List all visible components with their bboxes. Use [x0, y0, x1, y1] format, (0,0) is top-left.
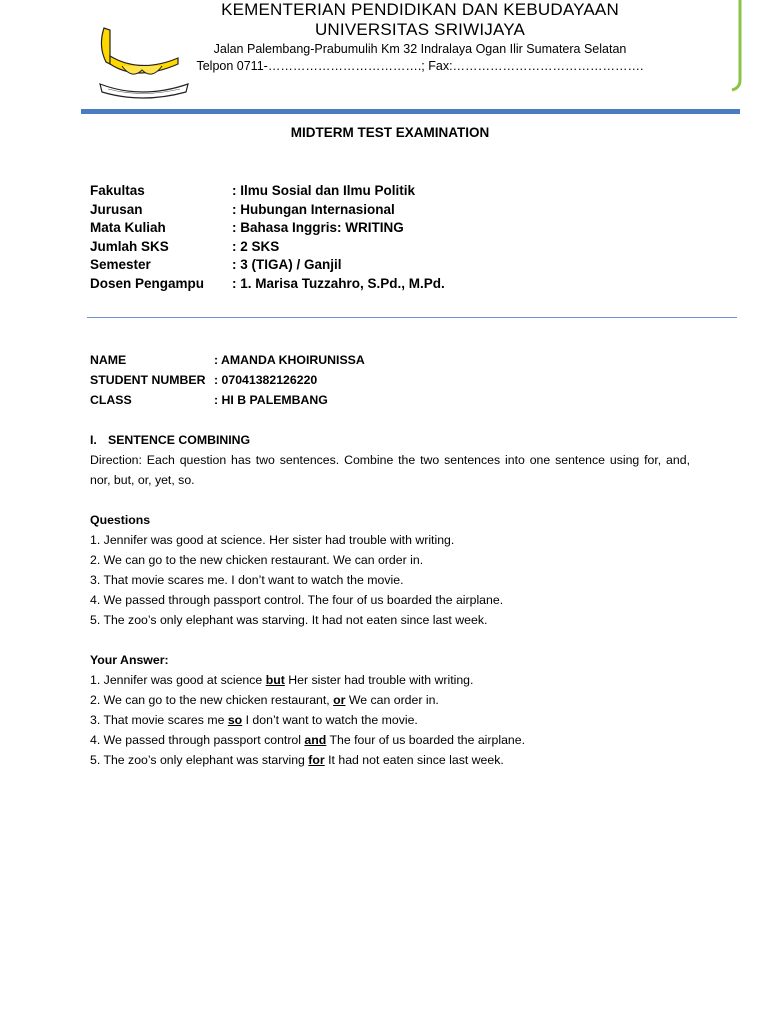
student-label: CLASS	[90, 393, 132, 407]
answer-item	[90, 690, 690, 710]
answer-text: The four of us boarded the airplane.	[326, 733, 526, 747]
student-value: : HI B PALEMBANG	[214, 393, 328, 407]
ministry-name: KEMENTERIAN PENDIDIKAN DAN KEBUDAYAAN	[221, 0, 619, 19]
question-item: 4. We passed through passport control. The four of us boarded the airplane.	[90, 593, 504, 607]
question-item: 5. The zoo’s only elephant was starving. It had not eaten since last week.	[90, 613, 488, 627]
answer-text: Her sister had trouble with writing.	[284, 673, 474, 687]
info-value: : Ilmu Sosial dan Ilmu Politik	[232, 183, 416, 198]
answer-conjunction: and	[304, 733, 327, 747]
section-heading	[90, 430, 690, 450]
student-value: : 07041382126220	[214, 373, 318, 387]
university-address: Jalan Palembang-Prabumulih Km 32 Indralaya Ogan Ilir Sumatera Selatan	[213, 42, 627, 56]
info-label: Fakultas	[90, 183, 145, 198]
answer-text: 2. We can go to the new chicken restaurant,	[90, 693, 334, 707]
answer-text: I don’t want to watch the movie.	[242, 713, 418, 727]
university-contact: Telpon 0711-……………………………….; Fax:……………………………………….	[196, 59, 644, 73]
section-title: SENTENCE COMBINING	[108, 433, 251, 447]
question-item: 3. That movie scares me. I don’t want to watch the movie.	[90, 573, 404, 587]
question-item: 2. We can go to the new chicken restaurant. We can order in.	[90, 553, 424, 567]
answers-heading: Your Answer:	[90, 653, 169, 667]
section-divider	[87, 317, 737, 318]
answer-item	[90, 750, 690, 770]
answer-item	[90, 710, 690, 730]
info-label: Mata Kuliah	[90, 220, 166, 236]
info-label: Jumlah SKS	[90, 238, 169, 254]
answer-conjunction: or	[333, 693, 346, 707]
student-label: STUDENT NUMBER	[90, 373, 206, 387]
info-value: : 2 SKS	[232, 238, 280, 254]
university-name: UNIVERSITAS SRIWIJAYA	[314, 20, 526, 39]
answer-text: 4. We passed through passport control	[90, 733, 305, 747]
info-value: : Bahasa Inggris: WRITING	[232, 220, 404, 236]
answer-conjunction: for	[308, 753, 325, 767]
answer-text: 5. The zoo’s only elephant was starving	[90, 753, 309, 767]
answer-text: 3. That movie scares me	[90, 713, 228, 727]
answer-text: It had not eaten since last week.	[324, 753, 504, 767]
section-number: I.	[90, 433, 97, 447]
answer-text: 1. Jennifer was good at science	[90, 673, 266, 687]
questions-heading: Questions	[90, 513, 151, 527]
info-value: : 3 (TIGA) / Ganjil	[232, 257, 342, 273]
corner-decoration	[728, 0, 748, 92]
info-label: Semester	[90, 257, 151, 273]
section-direction: Direction: Each question has two sentences. Combine the two sentences into one sentence using for, and, nor, but, or, yet, so.	[90, 453, 690, 487]
answer-conjunction: so	[227, 713, 243, 727]
answer-item	[90, 670, 690, 690]
student-label: NAME	[90, 353, 127, 367]
letterhead-divider	[81, 109, 740, 114]
answer-conjunction: but	[265, 673, 285, 687]
exam-body	[90, 430, 690, 770]
info-label: Jurusan	[90, 201, 143, 217]
answer-item	[90, 730, 690, 750]
exam-title: MIDTERM TEST EXAMINATION	[290, 125, 490, 140]
answer-text: We can order in.	[345, 693, 439, 707]
info-value: : Hubungan Internasional	[232, 201, 395, 217]
question-item: 1. Jennifer was good at science. Her sister had trouble with writing.	[90, 533, 455, 547]
student-value: : AMANDA KHOIRUNISSA	[214, 353, 365, 367]
info-label: Dosen Pengampu	[90, 275, 205, 291]
info-value: : 1. Marisa Tuzzahro, S.Pd., M.Pd.	[232, 275, 445, 291]
